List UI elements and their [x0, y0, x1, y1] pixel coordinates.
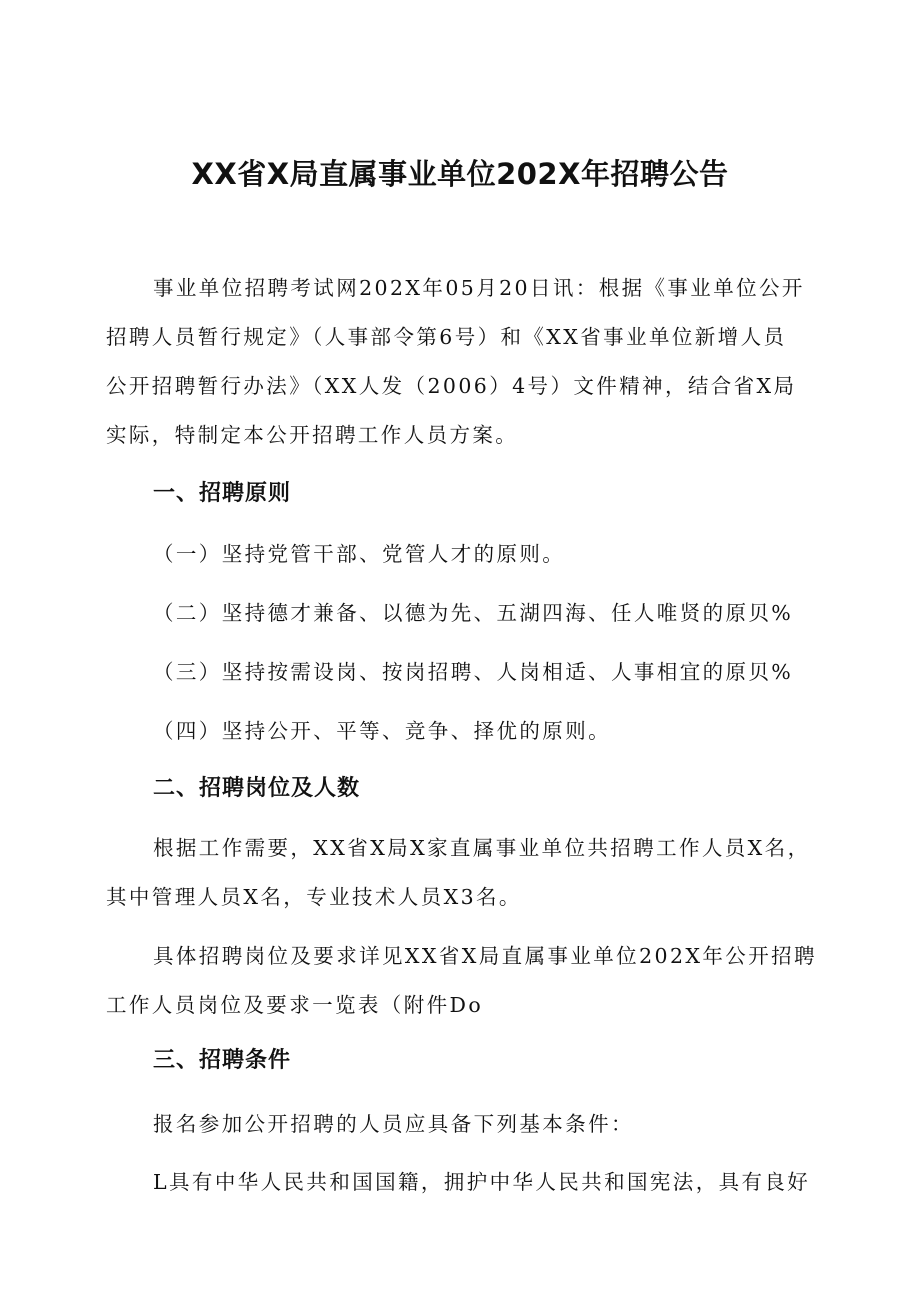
section-heading-conditions: 三、招聘条件 — [153, 1048, 292, 1073]
section-heading-positions: 二、招聘岗位及人数 — [153, 776, 361, 801]
positions-para1-line-1: 根据工作需要，XX省X局X家直属事业单位共招聘工作人员X名， — [153, 836, 811, 860]
document-title: XX省X局直属事业单位202X年招聘公告 — [191, 157, 729, 191]
principle-item-4: （四）坚持公开、平等、竞争、择优的原则。 — [153, 719, 611, 743]
conditions-para-1: 报名参加公开招聘的人员应具备下列基本条件： — [153, 1112, 634, 1136]
principle-item-1: （一）坚持党管干部、党管人才的原则。 — [153, 542, 566, 566]
intro-line-1: 事业单位招聘考试网202X年05月20日讯：根据《事业单位公开 — [153, 276, 805, 300]
section-heading-principles: 一、招聘原则 — [153, 481, 292, 506]
principle-item-2: （二）坚持德才兼备、以德为先、五湖四海、任人唯贤的原贝% — [153, 601, 794, 625]
positions-para2-line-2: 工作人员岗位及要求一览表（附件Do — [106, 993, 484, 1017]
principle-item-3: （三）坚持按需设岗、按岗招聘、人岗相适、人事相宜的原贝% — [153, 660, 794, 684]
conditions-para-2: L具有中华人民共和国国籍，拥护中华人民共和国宪法，具有良好 — [153, 1170, 811, 1194]
intro-line-4: 实际，特制定本公开招聘工作人员方案。 — [106, 423, 519, 447]
intro-line-3: 公开招聘暂行办法》（XX人发（2006）4号）文件精神，结合省X局 — [106, 374, 797, 398]
intro-line-2: 招聘人员暂行规定》（人事部令第6号）和《XX省事业单位新增人员 — [106, 325, 787, 349]
positions-para2-line-1: 具体招聘岗位及要求详见XX省X局直属事业单位202X年公开招聘 — [153, 944, 817, 968]
positions-para1-line-2: 其中管理人员X名，专业技术人员X3名。 — [106, 885, 522, 909]
